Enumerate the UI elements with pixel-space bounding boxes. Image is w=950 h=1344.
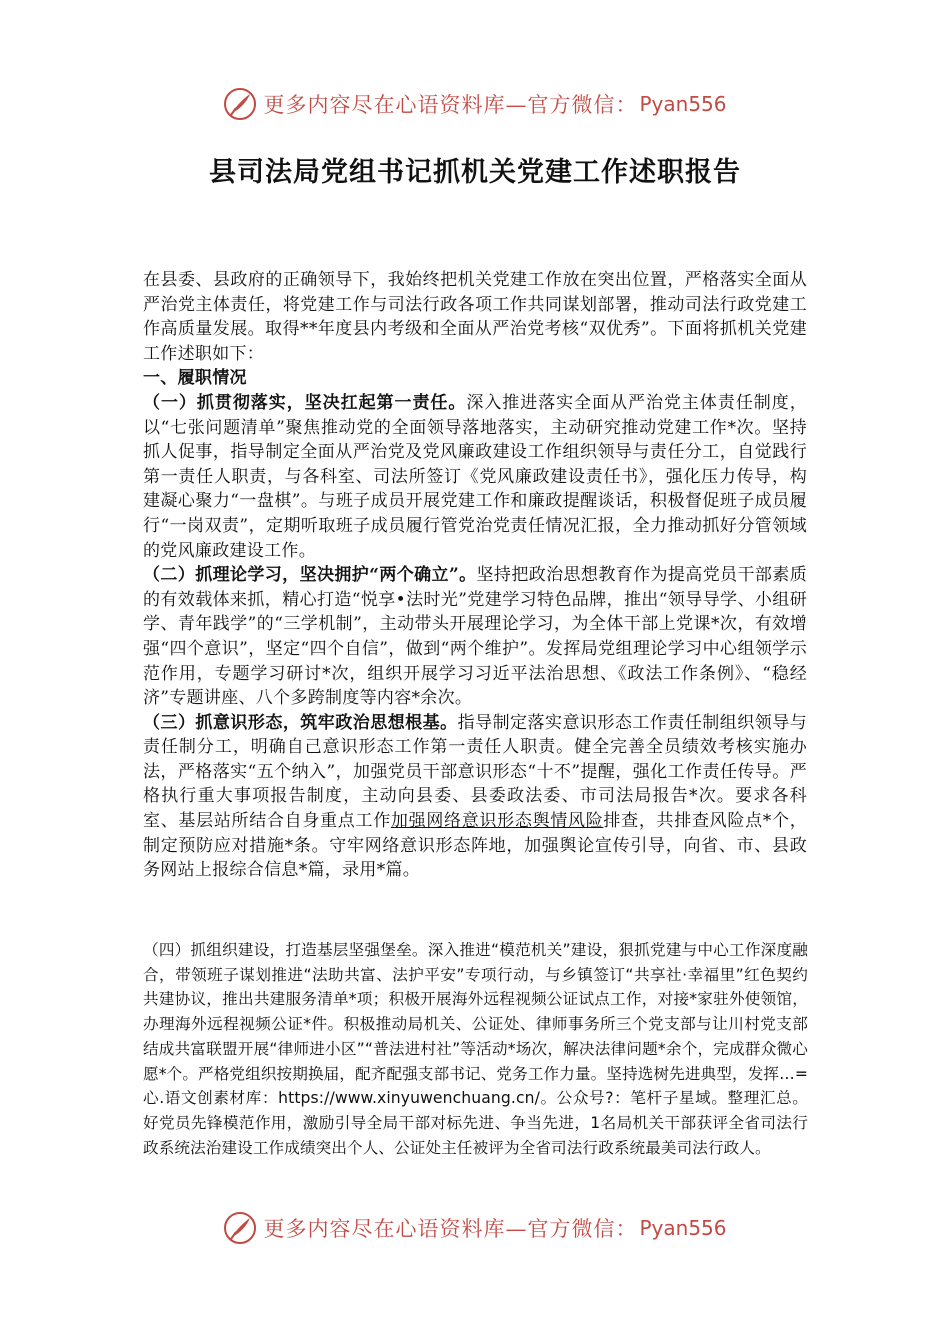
paragraph-4: （四）抓组织建设，打造基层坚强堡垒。深入推进“模范机关”建设，狠抓党建与中心工作深度融合，带领班子谋划推进“法助共富、法护平安”专项行动，与乡镇签订“共享社·幸福里”红色契约共建协议，推出共建服务清单*项；积极开展海外远程视频公证试点工作，对接*家驻外使领馆，办理海外远程视频公证*件。积极推动局机关、公证处、律师事务所三个党支部与让川村党支部结成共富联盟开展“律师进小区”“普法进村社”等活动*场次，解决法律问题*余个，完成群众微心愿*个。严格党组织按期换届，配齐配强支部书记、党务工作力量。坚持选树先进典型，发挥…=心.语文创素材库：https://www.xinyuwenchuang.cn/。公众号?：笔杆子星域。整理汇总。好党员先锋模范作用，激励引导全局干部对标先进、争当先进，1名局机关干部获评全省司法行政系统法治建设工作成绩突出个人、公证处主任被评为全省司法行政系统最美司法行政人。 bbox=[143, 941, 808, 1157]
document-body bbox=[143, 268, 807, 883]
intro-paragraph: 在县委、县政府的正确领导下，我始终把机关党建工作放在突出位置，严格落实全面从严治党主体责任，将党建工作与司法行政各项工作共同谋划部署，推动司法行政党建工作高质量发展。取得**年度县内考级和全面从严治党考核“双优秀”。下面将抓机关党建工作述职如下： bbox=[143, 270, 807, 364]
feather-pen-logo-icon bbox=[223, 87, 257, 121]
paragraph-1 bbox=[143, 391, 807, 563]
paragraph-3-lead: （三）抓意识形态，筑牢政治思想根基。 bbox=[143, 712, 458, 733]
banner-wechat-id: Pyan556 bbox=[639, 1216, 727, 1240]
paragraph-3-text-b: 排查，共排查风险点*个，制定预防应对措施*条。守牢网络意识形态阵地，加强舆论宣传引导，向省、市、县政务网站上报综合信息*篇，录用*篇。 bbox=[143, 811, 807, 881]
banner-text: 更多内容尽在心语资料库—官方微信： bbox=[263, 1217, 638, 1241]
footer-banner bbox=[0, 1206, 950, 1250]
banner-text: 更多内容尽在心语资料库—官方微信： bbox=[263, 93, 638, 117]
paragraph-3 bbox=[143, 711, 807, 883]
banner-wechat-id: Pyan556 bbox=[639, 92, 727, 116]
paragraph-1-lead: （一）抓贯彻落实，坚决扛起第一责任。 bbox=[143, 392, 467, 413]
underlined-link[interactable]: 加强网络意识形态舆情风险 bbox=[390, 811, 604, 832]
paragraph-3-text-a: 指导制定落实意识形态工作责任制组织领导与责任制分工，明确自己意识形态工作第一责任人职责。健全完善全员绩效考核实施办法，严格落实“五个纳入”，加强党员干部意识形态“十不”提醒，强化工作责任传导。严格执行重大事项报告制度，主动向县委、县委政法委、市司法局报告*次。要求各科室、基层站所结合自身重点工作 bbox=[143, 712, 807, 832]
paragraph-1-text: 深入推进落实全面从严治党主体责任制度，以“七张问题清单”聚焦推动党的全面领导落地落实，主动研究推动党建工作*次。坚持抓人促事，指导制定全面从严治党及党风廉政建设工作组织领导与责任分工，自觉践行第一责任人职责，与各科室、司法所签订《党风廉政建设责任书》，强化压力传导，构建凝心聚力“一盘棋”。与班子成员开展党建工作和廉政提醒谈话，积极督促班子成员履行“一岗双责”，定期听取班子成员履行管党治党责任情况汇报，全力推动抓好分管领域的党风廉政建设工作。 bbox=[143, 392, 808, 561]
paragraph-2-lead: （二）抓理论学习，坚决拥护“两个确立”。 bbox=[143, 565, 477, 586]
header-banner bbox=[0, 82, 950, 126]
section-heading: 一、履职情况 bbox=[143, 368, 247, 389]
document-body-continued bbox=[143, 938, 808, 1160]
document-title: 县司法局党组书记抓机关党建工作述职报告 bbox=[209, 157, 741, 188]
paragraph-2 bbox=[143, 563, 807, 711]
feather-pen-logo-icon bbox=[223, 1211, 257, 1245]
paragraph-2-text: 坚持把政治思想教育作为提高党员干部素质的有效载体来抓，精心打造“悦享•法时光”党建学习特色品牌，推出“领导导学、小组研学、青年践学”的“三学机制”，主动带头开展理论学习，为全体干部上党课*次，有效增强“四个意识”，坚定“四个自信”，做到“两个维护”。发挥局党组理论学习中心组领学示范作用，专题学习研讨*次，组织开展学习习近平法治思想、《政法工作条例》、“稳经济”专题讲座、八个多跨制度等内容*余次。 bbox=[143, 565, 807, 709]
